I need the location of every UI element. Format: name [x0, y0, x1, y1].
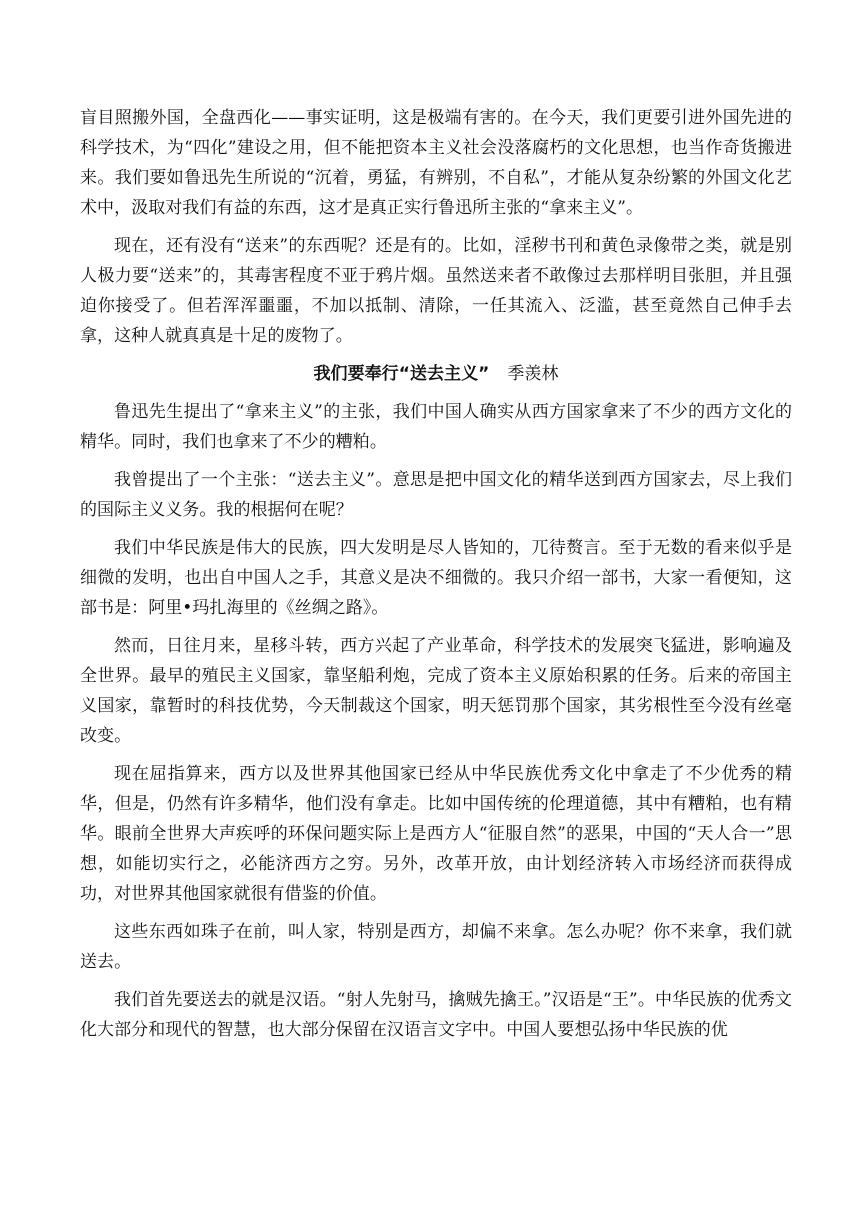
- paragraph: 我曾提出了一个主张：“送去主义”。意思是把中国文化的精华送到西方国家去，尽上我们的国际主义义务。我的根据何在呢？: [80, 470, 792, 520]
- paragraph: 这些东西如珠子在前，叫人家，特别是西方，却偏不来拿。怎么办呢？你不来拿，我们就送去。: [80, 922, 792, 972]
- paragraph: 然而，日往月来，星移斗转，西方兴起了产业革命，科学技术的发展突飞猛进，影响遍及全世界。最早的殖民主义国家，靠坚船利炮，完成了资本主义原始积累的任务。后来的帝国主义国家，靠暂时的科技优势，今天制裁这个国家，明天惩罚那个国家，其劣根性至今没有丝毫改变。: [80, 636, 792, 746]
- paragraph: 我们首先要送去的就是汉语。“射人先射马，擒贼先擒王。”汉语是“王”。中华民族的优秀文化大部分和现代的智慧，也大部分保留在汉语言文字中。中国人要想弘扬中华民族的优: [80, 990, 792, 1040]
- document-body: [80, 103, 792, 1053]
- paragraph-continuation: 盲目照搬外国，全盘西化——事实证明，这是极端有害的。在今天，我们更要引进外国先进的科学技术，为“四化”建设之用，但不能把资本主义社会没落腐朽的文化思想，也当作奇货搬进来。我们要如鲁迅先生所说的“沉着，勇猛，有辨别，不自私”，才能从复杂纷繁的外国文化艺术中，汲取对我们有益的东西，这才是真正实行鲁迅所主张的“拿来主义”。: [80, 108, 792, 218]
- paragraph: 现在屈指算来，西方以及世界其他国家已经从中华民族优秀文化中拿走了不少优秀的精华，但是，仍然有许多精华，他们没有拿走。比如中国传统的伦理道德，其中有糟粕，也有精华。眼前全世界大声疾呼的环保问题实际上是西方人“征服自然”的恶果，中国的“天人合一”思想，如能切实行之，必能济西方之穷。另外，改革开放，由计划经济转入市场经济而获得成功，对世界其他国家就很有借鉴的价值。: [80, 764, 792, 904]
- paragraph: 现在，还有没有“送来”的东西呢？还是有的。比如，淫秽书刊和黄色录像带之类，就是别人极力要“送来”的，其毒害程度不亚于鸦片烟。虽然送来者不敢像过去那样明目张胆，并且强迫你接受了。但若浑浑噩噩，不加以抵制、清除，一任其流入、泛滥，甚至竟然自己伸手去拿，这种人就真真是十足的废物了。: [80, 236, 792, 346]
- article-title: 我们要奉行“送去主义”: [313, 364, 490, 384]
- article-author: 季羡林: [507, 364, 559, 384]
- paragraph: 鲁迅先生提出了“拿来主义”的主张，我们中国人确实从西方国家拿来了不少的西方文化的精华。同时，我们也拿来了不少的糟粕。: [80, 402, 792, 452]
- paragraph: 我们中华民族是伟大的民族，四大发明是尽人皆知的，兀待赘言。至于无数的看来似乎是细微的发明，也出自中国人之手，其意义是决不细微的。我只介绍一部书，大家一看便知，这部书是：阿里•玛扎海里的《丝绸之路》。: [80, 538, 792, 618]
- article-heading: [80, 359, 792, 389]
